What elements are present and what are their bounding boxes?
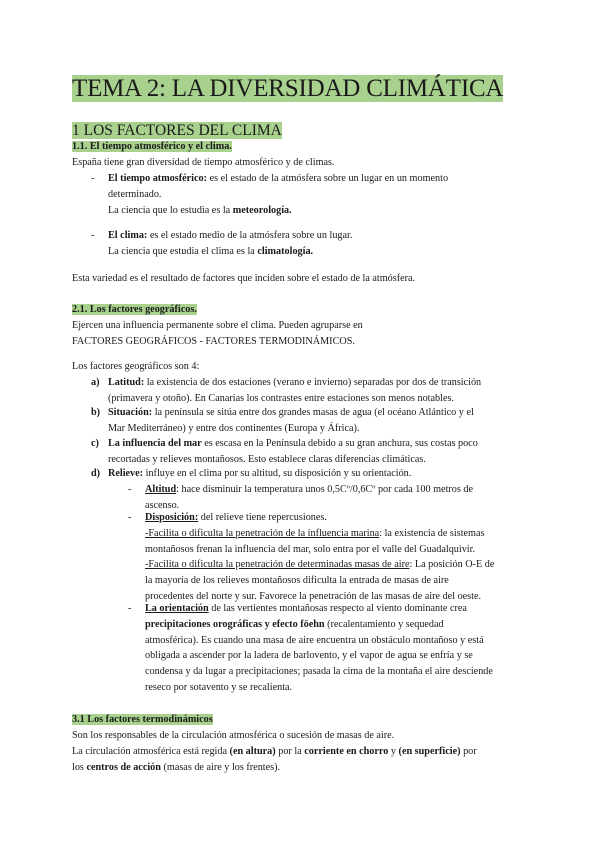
science-prefix: La ciencia que lo estudia es la	[108, 204, 233, 216]
term-disposicion: Disposición:	[145, 512, 199, 523]
section-heading-text: 1 LOS FACTORES DEL CLIMA	[72, 122, 282, 139]
conclusion-paragraph: Esta variedad es el resultado de factores que inciden sobre el estado de la atmósfera.	[72, 273, 416, 284]
factor-latitud	[108, 375, 538, 407]
term-corriente-chorro: corriente en chorro	[304, 745, 389, 757]
relieve-text-cont: reseco por sotavento y se recalienta.	[145, 681, 293, 693]
relieve-altitud	[145, 482, 540, 514]
page-title-text: TEMA 2: LA DIVERSIDAD CLIMÁTICA	[72, 75, 504, 102]
subheading-text: 1.1. El tiempo atmosférico y el clima.	[72, 141, 232, 152]
paragraph-text: por la	[275, 745, 305, 757]
term-orientacion: La orientación	[145, 603, 209, 614]
termodinamicos-paragraph	[72, 728, 542, 775]
term-situacion: Situación:	[108, 407, 153, 418]
science-prefix: La ciencia que estudia el clima es la	[108, 245, 258, 257]
factores-intro	[72, 318, 542, 350]
factor-influencia-mar	[108, 436, 538, 468]
subheading-tiempo-clima	[72, 139, 542, 155]
factor-relieve	[108, 466, 538, 482]
term-en-superficie: (en superficie)	[398, 745, 461, 757]
term-precipitaciones-foehn: precipitaciones orográficas y efecto föehn	[145, 618, 325, 630]
relieve-text: de las vertientes montañosas respecto al viento dominante crea	[208, 603, 467, 614]
dash-bullet: -	[91, 230, 95, 241]
factor-text: la existencia de dos estaciones (verano e invierno) separadas por dos de transición	[144, 377, 482, 388]
term-latitud: Latitud:	[108, 377, 145, 388]
paragraph-line: Son los responsables de la circulación atmosférica o sucesión de masas de aire.	[72, 730, 395, 741]
relieve-text-cont: condensa y da lugar a precipitaciones; pasada la cima de la montaña el aire desciende	[145, 666, 493, 678]
factor-text-cont: recortadas y relieves montañosos. Esto establece claras diferencias climáticas.	[108, 453, 426, 465]
factor-situacion	[108, 405, 538, 437]
term-altitud: Altitud	[145, 484, 177, 495]
term-influencia-mar: La influencia del mar	[108, 438, 202, 449]
relieve-disposicion	[145, 510, 540, 605]
subheading-factores-geograficos	[72, 302, 542, 318]
term-en-altura: (en altura)	[229, 745, 276, 757]
dash-bullet: -	[128, 512, 132, 523]
dash-bullet: -	[91, 173, 95, 184]
factor-text-cont: Mar Mediterráneo) y entre dos continentes (Europa y África).	[108, 422, 360, 434]
relieve-text-cont: ascenso.	[145, 499, 180, 511]
paragraph-text: (masas de aire y los frentes).	[160, 761, 281, 773]
factores-count: Los factores geográficos son 4:	[72, 361, 200, 372]
intro-paragraph: España tiene gran diversidad de tiempo atmosférico y de climas.	[72, 157, 335, 168]
definition-text: es el estado de la atmósfera sobre un lugar en un momento	[207, 173, 449, 184]
dash-bullet: -	[128, 603, 132, 614]
list-letter: a)	[91, 377, 100, 388]
relieve-orientacion	[145, 601, 540, 696]
subheading-text: 3.1 Los factores termodinámicos	[72, 714, 213, 725]
term-meteorologia: meteorología.	[232, 204, 292, 216]
intro-line: Ejercen una influencia permanente sobre el clima. Pueden agruparse en	[72, 320, 363, 331]
definition-tiempo	[108, 171, 538, 218]
list-letter: d)	[91, 468, 101, 479]
page-title	[72, 74, 503, 104]
subpoint-text: : La posición O-E de	[409, 559, 495, 571]
relieve-text: del relieve tiene repercusiones.	[198, 512, 327, 523]
subheading-text: 2.1. Los factores geográficos.	[72, 304, 197, 315]
definition-text-cont: determinado.	[108, 188, 162, 200]
term-tiempo: El tiempo atmosférico:	[108, 173, 208, 184]
subpoint-text-cont: procedentes del norte y sur. Favorece la penetración de las masas de aire del oeste.	[145, 590, 482, 602]
relieve-text: : hace disminuir la temperatura unos 0,5Cº/0,6Cº por cada 100 metros de	[176, 484, 474, 495]
section-heading-factores	[72, 121, 282, 140]
relieve-text-cont: atmosférica). Es cuando una masa de aire encuentra un obstáculo montañoso y está	[145, 634, 484, 646]
factor-text: influye en el clima por su altitud, su disposición y su orientación.	[143, 468, 412, 479]
subpoint-term: -Facilita o dificulta la penetración de la influencia marina	[145, 527, 380, 539]
factor-text: es escasa en la Península debido a su gran anchura, sus costas poco	[201, 438, 478, 449]
list-letter: c)	[91, 438, 99, 449]
list-letter: b)	[91, 407, 101, 418]
subheading-factores-termodinamicos	[72, 712, 542, 728]
term-relieve: Relieve:	[108, 468, 144, 479]
term-climatologia: climatología.	[257, 245, 314, 257]
relieve-text-cont: obligada a ascender por la ladera de barlovento, y el vapor de agua se enfría y se	[145, 650, 473, 662]
paragraph-text: los	[72, 761, 87, 773]
subpoint-term: -Facilita o dificulta la penetración de determinadas masas de aire	[145, 559, 410, 571]
subpoint-text-cont: la mayoría de los relieves montañosos dificulta la entrada de masas de aire	[145, 575, 449, 587]
relieve-text: (recalentamiento y sequedad	[324, 618, 444, 630]
factor-text: la península se sitúa entre dos grandes masas de agua (el océano Atlántico y el	[152, 407, 474, 418]
dash-bullet: -	[128, 484, 132, 495]
paragraph-text: y	[388, 745, 399, 757]
intro-line: FACTORES GEOGRÁFICOS - FACTORES TERMODINÁMICOS.	[72, 335, 355, 347]
term-centros-accion: centros de acción	[86, 761, 161, 773]
paragraph-text: La circulación atmosférica está regida	[72, 745, 230, 757]
term-clima: El clima:	[108, 230, 148, 241]
subpoint-text-cont: montañosos frenan la influencia del mar, solo entra por el valle del Guadalquivir.	[145, 543, 476, 555]
subpoint-text: : la existencia de sistemas	[379, 527, 485, 539]
definition-text: es el estado medio de la atmósfera sobre un lugar.	[147, 230, 353, 241]
definition-clima	[108, 228, 538, 260]
factor-text-cont: (primavera y otoño). En Canarias los contrastes entre estaciones son menos notables.	[108, 392, 454, 404]
paragraph-text: por	[460, 745, 477, 757]
